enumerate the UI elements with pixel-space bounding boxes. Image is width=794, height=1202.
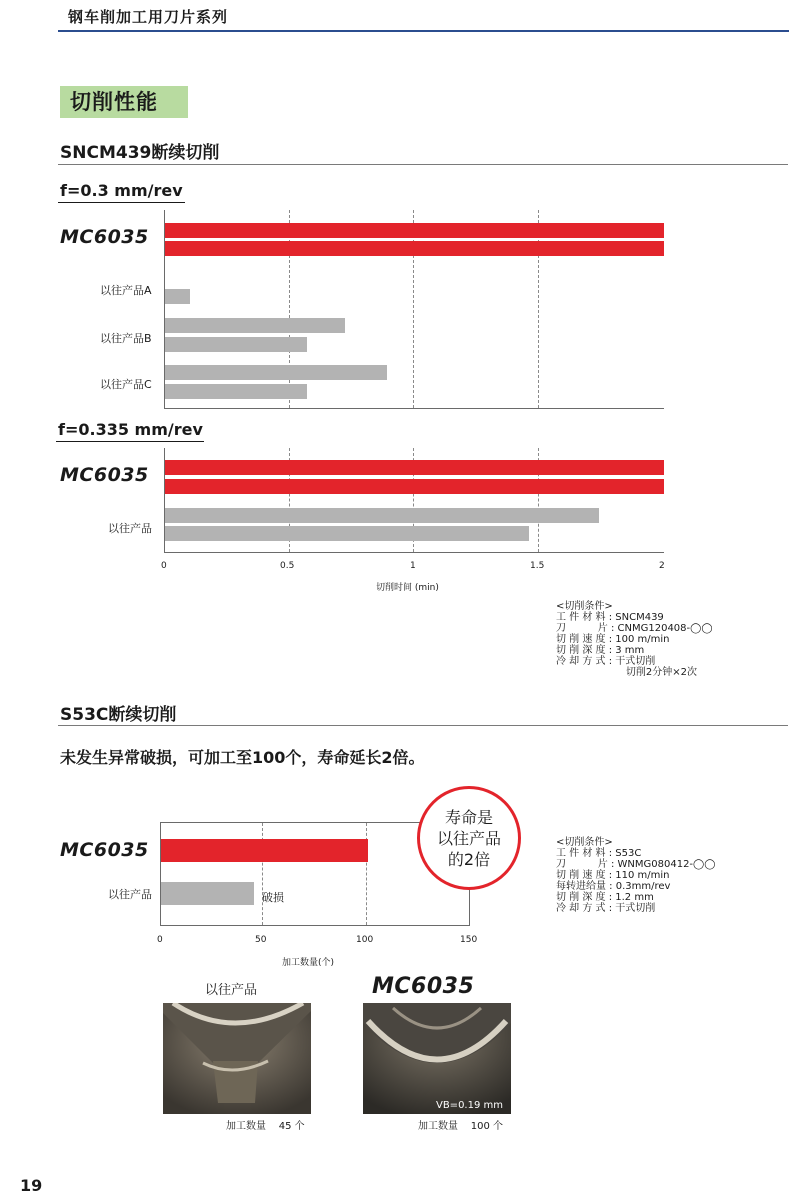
condition-line: 切削2分钟×2次 (556, 667, 698, 678)
condition-line: 工 件 材 料 : SNCM439 (556, 612, 664, 623)
section-badge: 切削性能 (60, 86, 188, 118)
condition-line: 切 削 深 度 : 3 mm (556, 645, 645, 656)
condition-line: 切 削 速 度 : 110 m/min (556, 870, 670, 881)
mc6035-label: MC6035 (60, 839, 149, 861)
condition-line: 刀 片 : WNMG080412-◯◯ (556, 859, 716, 870)
condition-line: <切削条件> (556, 837, 613, 848)
condition-line: 工 件 材 料 : S53C (556, 848, 642, 859)
damage-label: 破损 (262, 891, 284, 904)
condition-line: 每转进给量 : 0.3mm/rev (556, 881, 671, 892)
category-label: 以往产品C (100, 378, 152, 391)
f2-condition: f=0.335 mm/rev (58, 420, 203, 439)
sncm-title: SNCM439断续切削 (60, 143, 220, 163)
s53c-conditions (556, 837, 715, 914)
condition-line: <切削条件> (556, 601, 613, 612)
condition-line: 切 削 深 度 : 1.2 mm (556, 892, 654, 903)
photo-prev-insert (163, 1003, 311, 1114)
bar-prev (161, 882, 254, 905)
page-number: 19 (20, 1176, 43, 1195)
x-tick: 2 (659, 561, 665, 571)
category-label: 以往产品 (108, 888, 152, 901)
photo-new-title: MC6035 (372, 974, 475, 999)
s53c-title: S53C断续切削 (60, 705, 177, 725)
x-tick: 1.5 (530, 561, 545, 571)
x-tick: 0 (161, 561, 167, 571)
x-axis-label: 切削时间 (min) (376, 583, 439, 593)
category-label: 以往产品B (100, 332, 152, 345)
mc6035-label: MC6035 (60, 226, 149, 248)
life-bubble (417, 786, 521, 890)
photo-new-insert (363, 1003, 511, 1114)
photo-new-caption: 加工数量 100 个 (418, 1121, 503, 1132)
bubble-line: 的2倍 (447, 850, 491, 869)
x-tick: 150 (460, 935, 478, 945)
x-tick: 0 (157, 935, 163, 945)
vb-label: VB=0.19 mm (435, 1100, 503, 1111)
condition-line: 刀 片 : CNMG120408-◯◯ (556, 623, 713, 634)
s53c-summary: 未发生异常破损，可加工至100个，寿命延长2倍。 (60, 748, 425, 767)
condition-line: 冷 却 方 式 : 干式切削 (556, 656, 656, 667)
bubble-line: 寿命是 (444, 808, 493, 827)
category-label: 以往产品A (100, 284, 152, 297)
mc6035-label: MC6035 (60, 464, 149, 486)
condition-line: 冷 却 方 式 : 干式切削 (556, 903, 656, 914)
x-axis-label: 加工数量(个) (282, 958, 335, 968)
x-tick: 0.5 (280, 561, 295, 571)
x-tick: 100 (356, 935, 374, 945)
x-tick: 50 (255, 935, 267, 945)
photo-prev-title: 以往产品 (205, 983, 258, 998)
condition-line: 切 削 速 度 : 100 m/min (556, 634, 670, 645)
chart3-y-axis (160, 822, 161, 926)
category-label: 以往产品 (108, 522, 152, 535)
bubble-line: 以往产品 (436, 829, 501, 848)
bar-mc6035 (161, 839, 368, 862)
header-title: 钢车削加工用刀片系列 (68, 8, 229, 26)
photo-prev-caption: 加工数量 45 个 (226, 1121, 305, 1132)
f1-condition: f=0.3 mm/rev (60, 181, 183, 200)
x-tick: 1 (410, 561, 416, 571)
